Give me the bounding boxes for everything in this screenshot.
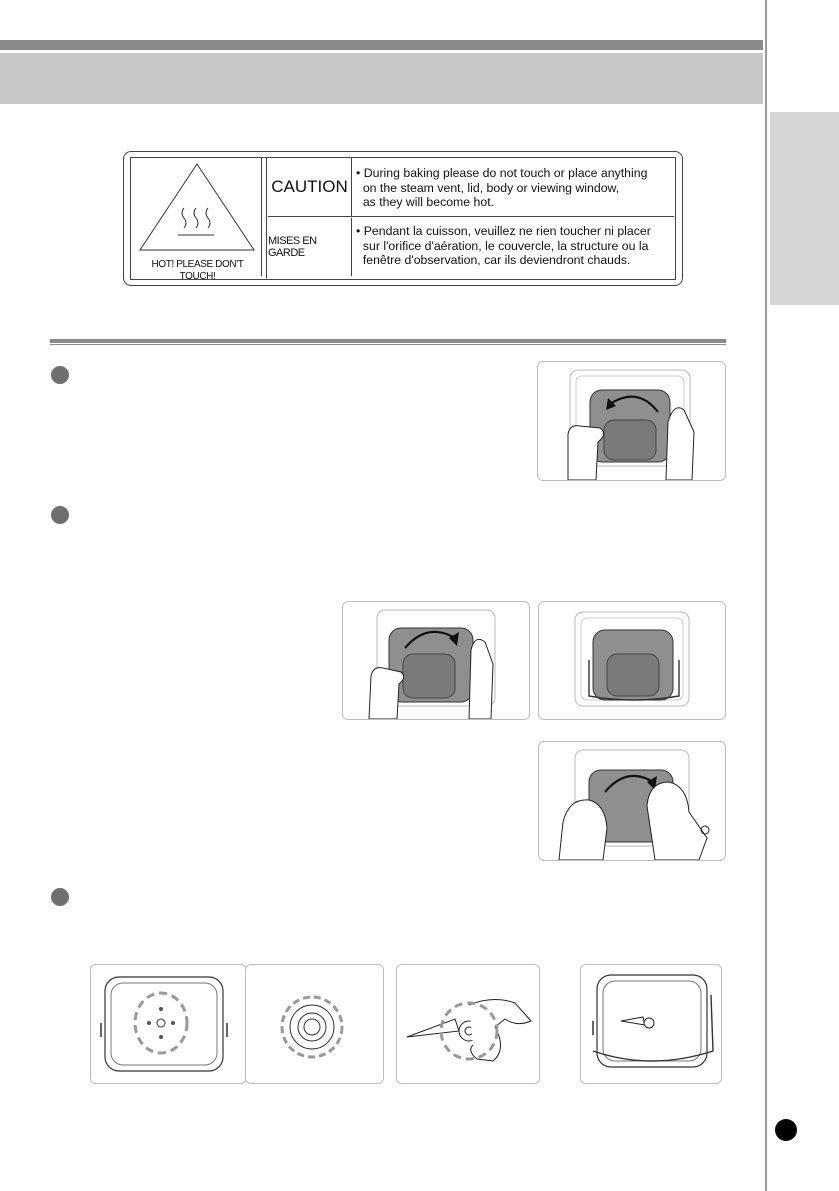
figure-shaft-closeup — [245, 964, 384, 1084]
figure-kneading-blade — [396, 964, 540, 1084]
step-bullet-3 — [51, 888, 69, 906]
caution-title — [268, 158, 352, 216]
caution-line: • During baking please do not touch or place anything — [356, 166, 648, 180]
hot-warning-text: HOT! PLEASE DON'T TOUCH! — [151, 258, 244, 282]
heat-waves-icon — [178, 208, 214, 235]
step-bullet-2 — [51, 506, 69, 524]
mises-line: fenêtre d'observation, car ils deviendront chauds. — [356, 253, 631, 268]
caution-line: on the steam vent, lid, body or viewing window, — [356, 180, 620, 195]
warning-triangle-icon — [134, 158, 261, 258]
header-strip — [0, 40, 763, 50]
side-chapter-tab — [770, 112, 839, 305]
caution-row-divider — [268, 216, 674, 217]
page-edge-rule — [765, 0, 767, 1191]
section-rule-thin — [50, 344, 726, 345]
mises-line: sur l'orifice d'aération, le couvercle, la structure ou la — [356, 238, 649, 253]
mises-line: • Pendant la cuisson, veuillez ne rien toucher ni placer — [356, 224, 651, 238]
figure-pan-shaft — [90, 964, 247, 1084]
caution-title-text: CAUTION — [271, 177, 348, 196]
page-number-marker — [775, 1119, 797, 1141]
mises-title-text: MISES EN GARDE — [268, 235, 317, 259]
caution-message-en — [356, 166, 674, 210]
caution-column-divider — [266, 158, 267, 278]
step-bullet-1 — [51, 366, 69, 384]
figure-remove-pan — [537, 361, 726, 481]
figure-insert-pan — [342, 601, 530, 720]
header-band — [0, 53, 763, 104]
mises-title — [268, 218, 352, 276]
figure-remove-with-mitts — [538, 741, 726, 861]
figure-pan-seated — [538, 601, 726, 720]
caution-line: as they will become hot. — [356, 195, 495, 210]
section-rule — [50, 339, 726, 343]
figure-blade-fitted — [580, 964, 722, 1084]
caution-message-fr — [356, 224, 674, 268]
